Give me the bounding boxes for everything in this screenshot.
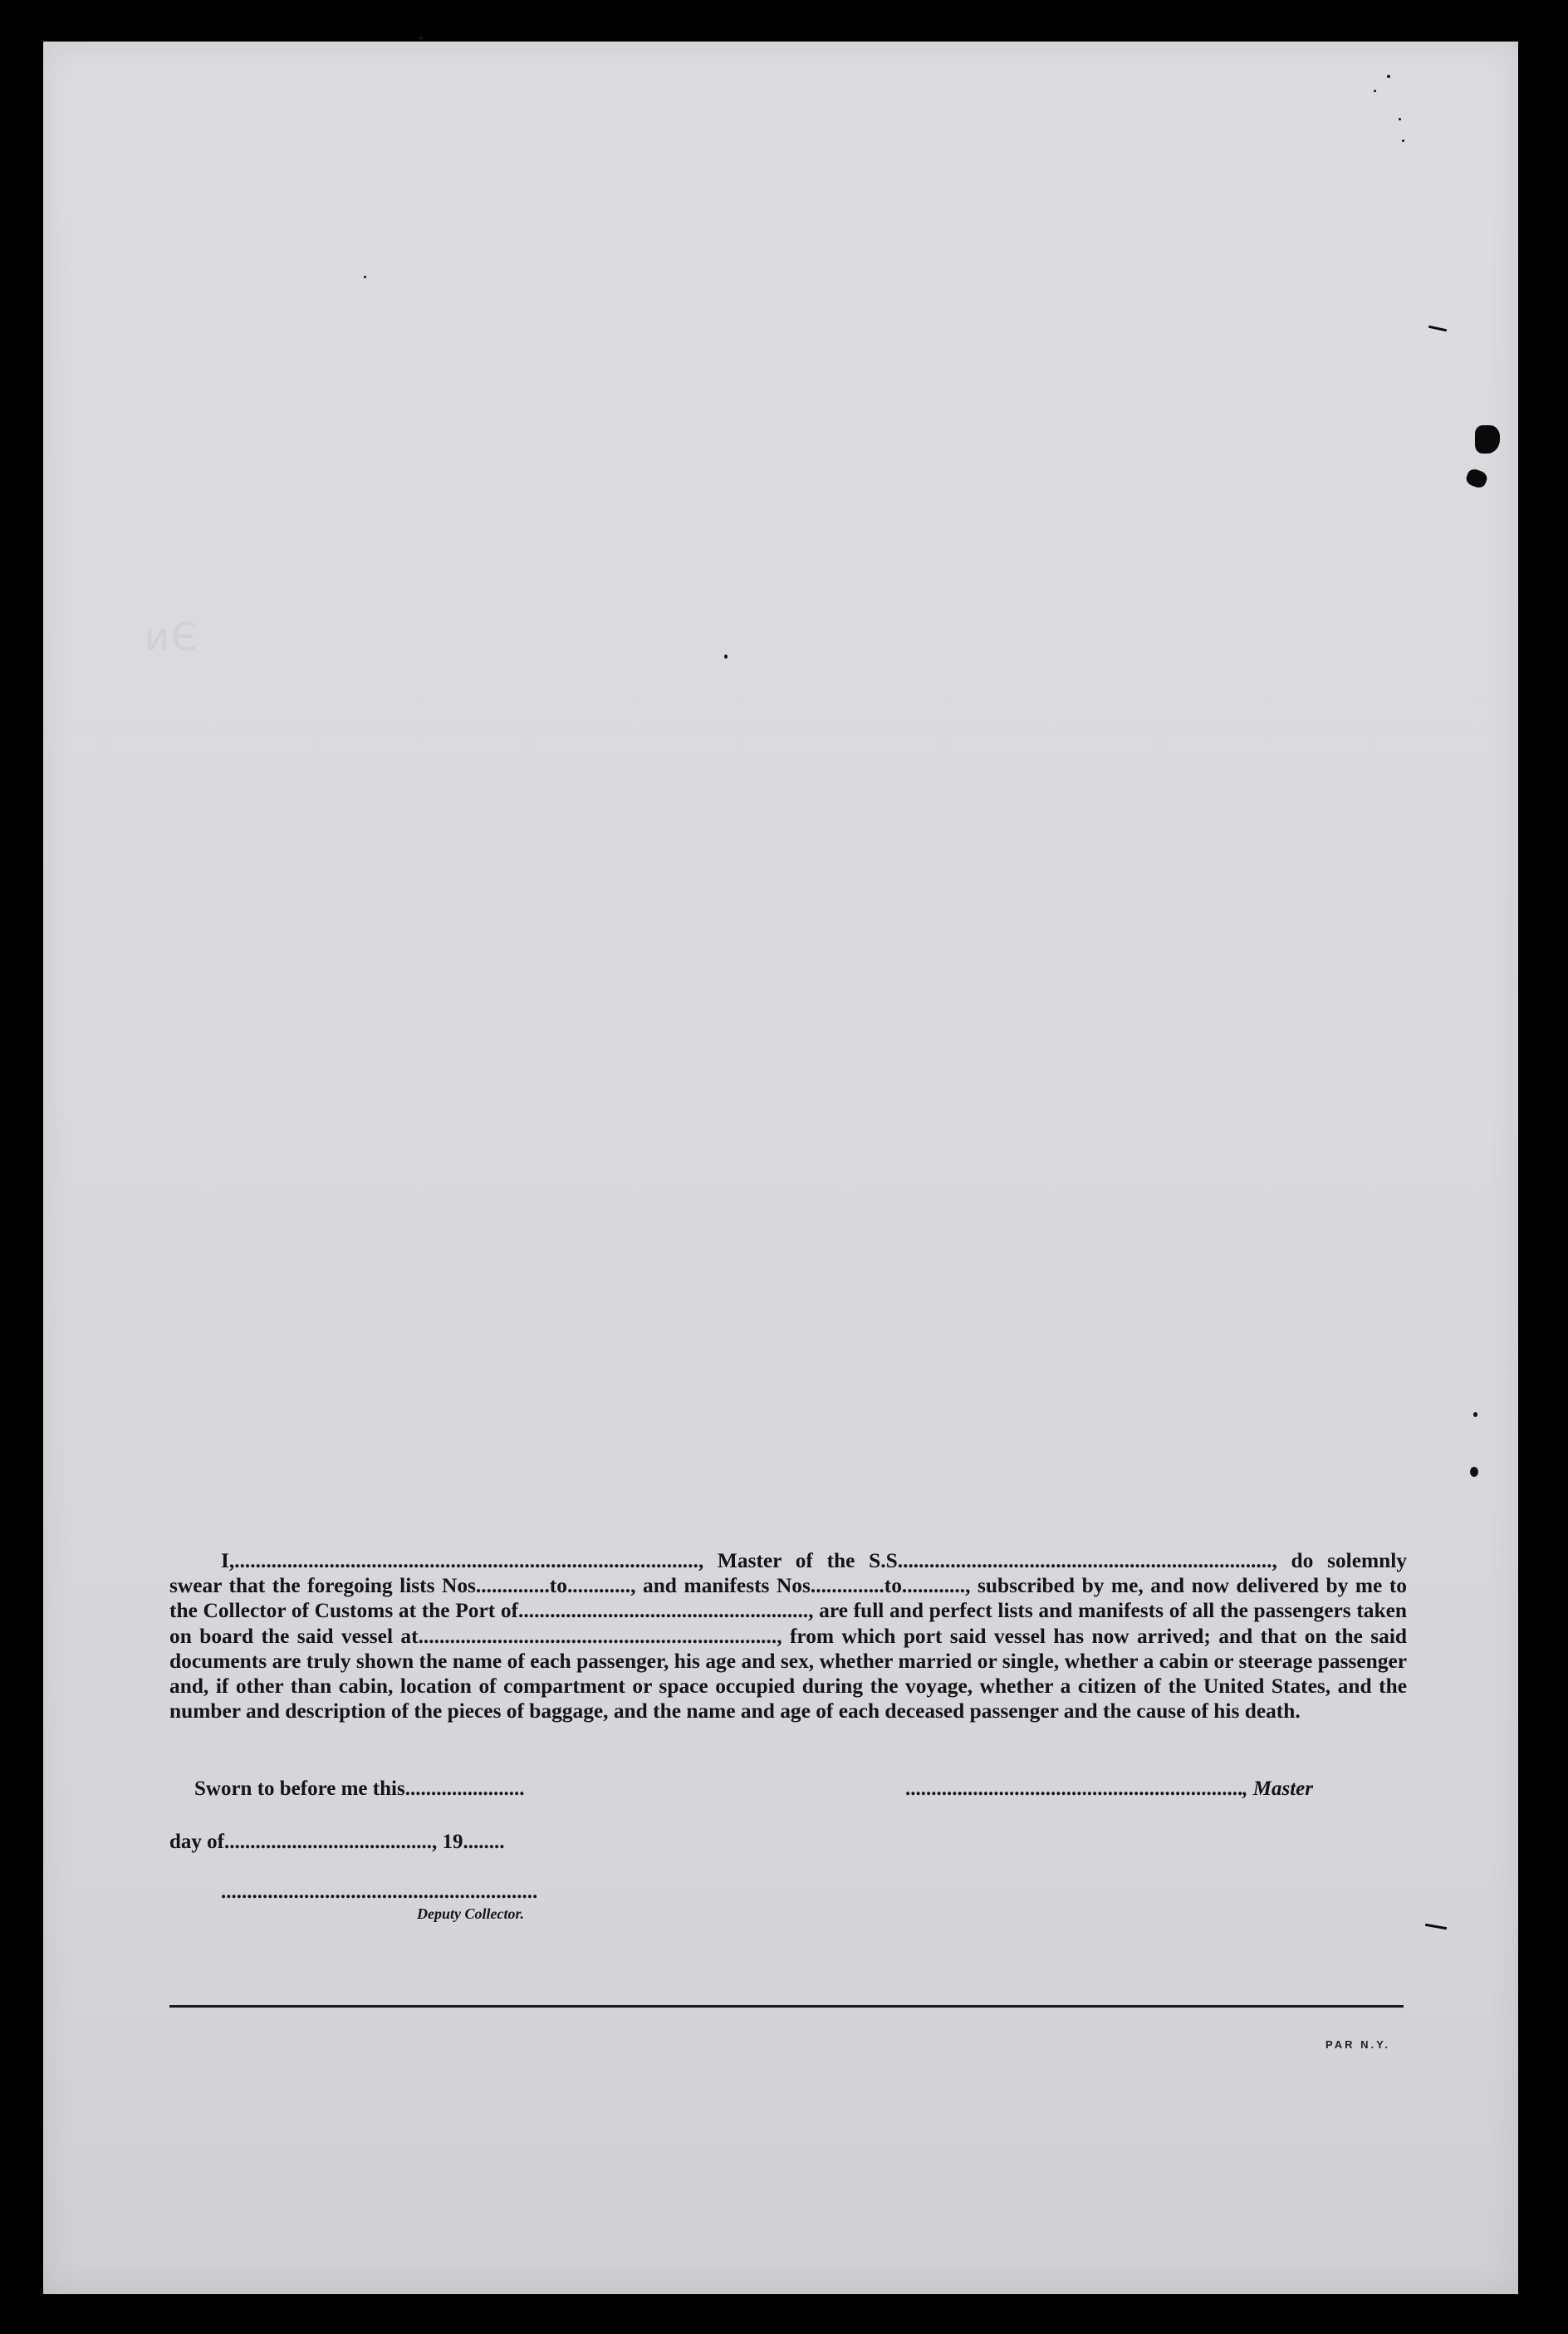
edge-tear bbox=[1464, 467, 1488, 489]
speck bbox=[1470, 1467, 1478, 1477]
master-name-blank: ........................................................................................ bbox=[234, 1549, 698, 1572]
oath-lists-nos: swear that the foregoing lists Nos. bbox=[169, 1574, 482, 1598]
master-oath-paragraph bbox=[169, 1548, 1407, 1724]
document-page bbox=[43, 42, 1518, 2294]
sworn-line bbox=[194, 1777, 524, 1801]
speck bbox=[419, 37, 424, 40]
oath-port-of: delivered by me to the Collector of Customs at the Port of bbox=[169, 1574, 1407, 1623]
oath-full-perfect: , are full and perfect lists and bbox=[808, 1599, 1073, 1623]
day-of-line bbox=[169, 1831, 504, 1854]
oath-subscribed: , subscribed by me, and now bbox=[965, 1574, 1229, 1598]
deputy-collector-label: Deputy Collector. bbox=[417, 1905, 524, 1922]
edge-tear bbox=[1475, 425, 1500, 454]
oath-vessel-at: manifests of all the passengers taken on board the said vessel at bbox=[169, 1599, 1407, 1648]
oath-master-of-ss: , Master of the S.S. bbox=[698, 1549, 904, 1572]
manifests-to-blank: ............ bbox=[901, 1574, 966, 1598]
month-blank: ........................................ bbox=[223, 1831, 432, 1853]
oath-do-solemnly: , do solemnly bbox=[1272, 1549, 1407, 1572]
departure-port-blank: .................................................................... bbox=[418, 1624, 777, 1648]
edge-mark bbox=[1425, 1924, 1447, 1929]
lists-to-blank: ............ bbox=[566, 1574, 631, 1598]
manifests-from-blank: ............. bbox=[816, 1574, 884, 1598]
speck bbox=[1387, 75, 1390, 78]
master-label: , Master bbox=[1242, 1777, 1313, 1800]
sworn-label: Sworn to before me this bbox=[194, 1777, 405, 1800]
oath-i: I, bbox=[221, 1549, 235, 1572]
speck bbox=[1374, 90, 1376, 92]
oath-to-2: to bbox=[884, 1574, 902, 1598]
oath-body: port said vessel has now arrived; and that on the said documents are truly shown the name of each passenger, his age and sex, whether married or single, whether a cabin or steerage passenger and, if other than cabin, location of compartment or space occupied during the voyage, whether a citizen of the United States, and the number and description of the pieces of baggage, and the name and age of each deceased passenger and the cause of his death. bbox=[169, 1624, 1407, 1724]
oath-from-which: , from which bbox=[777, 1624, 896, 1648]
oath-to-1: to bbox=[549, 1574, 567, 1598]
faint-bleed-through-mark: ᴎЄ bbox=[145, 615, 200, 660]
year-prefix: , 19 bbox=[431, 1831, 463, 1853]
speck bbox=[364, 276, 366, 278]
edge-mark bbox=[1428, 326, 1447, 332]
oath-manifests-nos: , and manifests Nos. bbox=[630, 1574, 816, 1598]
sworn-day-blank: ....................... bbox=[404, 1777, 525, 1800]
deputy-signature-blank: ............................................................. bbox=[221, 1880, 538, 1903]
day-of-label: day of bbox=[169, 1831, 224, 1853]
port-blank: ....................................................... bbox=[518, 1599, 809, 1623]
master-signature-line bbox=[905, 1777, 1313, 1801]
lists-from-blank: ............. bbox=[481, 1574, 550, 1598]
speck bbox=[1399, 118, 1401, 120]
master-signature-blank: ................................................................. bbox=[905, 1777, 1243, 1800]
bottom-rule bbox=[169, 2005, 1404, 2008]
speck bbox=[1402, 140, 1404, 142]
speck bbox=[1473, 1412, 1477, 1417]
year-blank: ........ bbox=[463, 1831, 505, 1853]
ship-name-blank: ...................................................................... bbox=[903, 1549, 1272, 1572]
speck bbox=[724, 655, 728, 659]
printer-mark: PAR N.Y. bbox=[1325, 2038, 1390, 2051]
